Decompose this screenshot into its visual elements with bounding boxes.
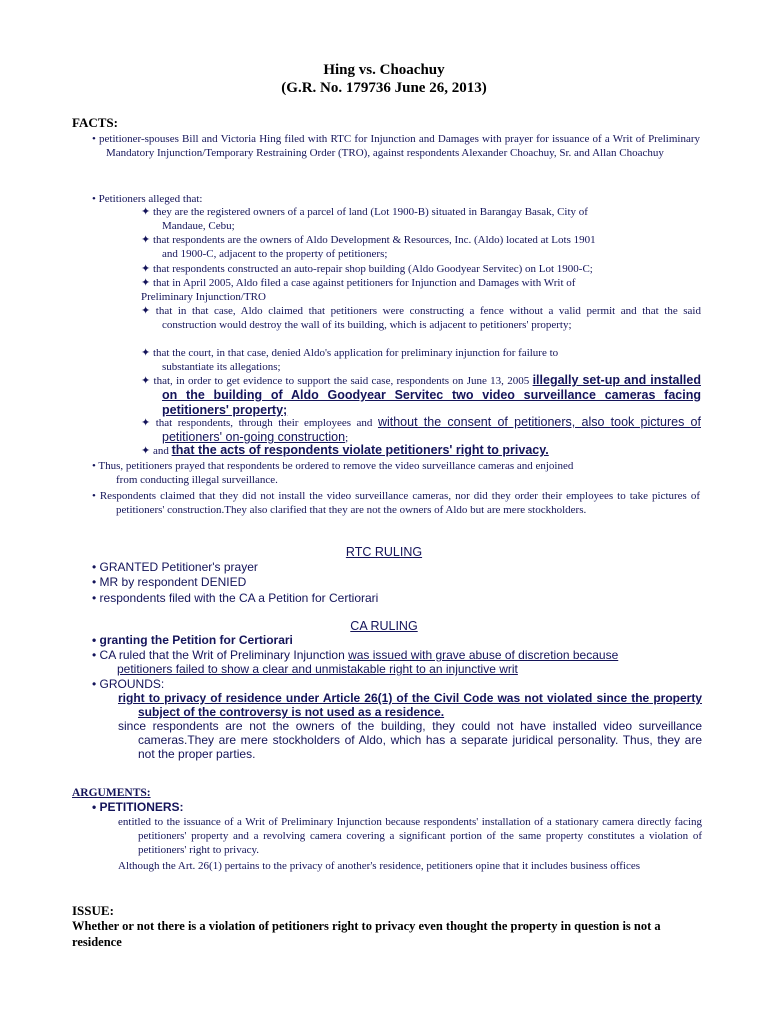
ca-ground-1 <box>118 691 702 719</box>
argument-2 <box>118 859 702 873</box>
facts-thus-line-2: from conducting illegal surveillance. <box>116 474 278 486</box>
argument-1-text: entitled to the issuance of a Writ of Preliminary Injunction because respondents' installation of a stationary camera directly facing petitioners' property and a revolving camera covering a significant portion of the same property constitutes a violation of petitioners' right to privacy. <box>118 816 702 856</box>
facts-heading: FACTS: <box>72 115 118 130</box>
allegation-2-line-1: ✦ that respondents are the owners of Aldo Development & Resources, Inc. (Aldo) located at Lots 1901 <box>141 234 596 246</box>
allegation-8-pre: ✦ that respondents, through their employees and <box>141 417 378 429</box>
allegation-4 <box>141 276 701 304</box>
facts-paragraph-1 <box>92 132 700 160</box>
allegation-4-line-1: ✦ that in April 2005, Aldo filed a case against petitioners for Injunction and Damages with Writ of <box>141 277 576 289</box>
facts-thus-line-1: • Thus, petitioners prayed that respondents be ordered to remove the video surveillance cameras and enjoined <box>92 460 574 472</box>
allegation-8-post: ; <box>345 432 349 444</box>
allegation-1-line-1: ✦ they are the registered owners of a parcel of land (Lot 1900-B) situated in Barangay Basak, City of <box>141 206 588 218</box>
allegation-7-pre: ✦ that, in order to get evidence to support the said case, respondents on June 13, 2005 <box>141 375 533 387</box>
ca-ruling-heading: CA RULING <box>350 619 418 633</box>
facts-alleged: • Petitioners alleged that: <box>92 193 203 205</box>
ca-item-2-pre: • CA ruled that the Writ of Preliminary Injunction <box>92 648 349 662</box>
facts-p1-text: • petitioner-spouses Bill and Victoria Hing filed with RTC for Injunction and Damages with prayer for issuance of a Writ of Preliminary Mandatory Injunction/Temporary Restraining Order (TRO), against respondents Alexander Choachuy, Sr. and Allan Choachuy <box>92 133 700 159</box>
ca-ground-2-text: since respondents are not the owners of the building, they could not have installed video surveillance cameras.They are mere stockholders of Aldo, which has a separate juridical personality. Thus, they are not the proper parties. <box>118 719 702 761</box>
allegation-8-highlight: without the consent of petitioners, also took pictures of petitioners' on-going construction <box>162 415 701 444</box>
rtc-item-3: • respondents filed with the CA a Petition for Certiorari <box>92 591 379 605</box>
allegation-7 <box>141 373 701 418</box>
allegation-9 <box>141 443 701 458</box>
facts-respondents-text: • Respondents claimed that they did not install the video surveillance cameras, nor did they order their employees to take pictures of petitioners' construction.They also clarified that they are not the owners of Aldo but are mere stockholders. <box>92 490 700 516</box>
argument-2-text: Although the Art. 26(1) pertains to the privacy of another's residence, petitioners opine that it includes business offices <box>118 860 641 872</box>
allegation-1-line-2: Mandaue, Cebu; <box>162 220 235 232</box>
case-citation: (G.R. No. 179736 June 26, 2013) <box>281 80 487 96</box>
ca-ground-1-text: right to privacy of residence under Article 26(1) of the Civil Code was not violated since the property subject of the controversy is not used as a residence. <box>118 691 702 719</box>
argument-1 <box>118 815 702 857</box>
allegation-5 <box>141 304 701 332</box>
allegation-6-line-1: ✦ that the court, in that case, denied Aldo's application for preliminary injunction for failure to <box>141 347 559 359</box>
allegation-3: ✦ that respondents constructed an auto-repair shop building (Aldo Goodyear Servitec) on Lot 1900-C; <box>141 263 593 275</box>
allegation-2 <box>141 233 701 261</box>
arguments-petitioners: • PETITIONERS: <box>92 800 184 814</box>
ca-ground-2 <box>118 719 702 761</box>
ca-item-3: • GROUNDS: <box>92 677 165 691</box>
ca-item-2 <box>92 648 702 676</box>
arguments-heading: ARGUMENTS: <box>72 787 151 799</box>
allegation-9-pre: ✦ and <box>141 445 172 457</box>
allegation-7-highlight: illegally set-up and installed on the building of Aldo Goodyear Servitec two video surveillance cameras facing petitioners' property; <box>162 373 701 417</box>
rtc-ruling-heading: RTC RULING <box>345 545 423 559</box>
ca-item-2-highlight-2: petitioners failed to show a clear and unmistakable right to an injunctive writ <box>117 662 518 676</box>
facts-thus <box>92 459 702 487</box>
allegation-6-line-2: substantiate its allegations; <box>162 361 281 373</box>
allegation-8 <box>141 415 701 445</box>
issue-heading: ISSUE: <box>72 903 114 918</box>
case-title: Hing vs. Choachuy <box>323 62 445 78</box>
facts-respondents <box>92 489 700 517</box>
ca-item-1: • granting the Petition for Certiorari <box>92 633 293 647</box>
allegation-1 <box>141 205 701 233</box>
allegation-5-text: ✦ that in that case, Aldo claimed that petitioners were constructing a fence without a valid permit and that the said construction would destroy the wall of its building, which is adjacent to petitioners' property; <box>141 305 701 331</box>
allegation-4-line-2: Preliminary Injunction/TRO <box>141 291 266 303</box>
allegation-6 <box>141 346 701 374</box>
allegation-2-line-2: and 1900-C, adjacent to the property of petitioners; <box>162 248 388 260</box>
rtc-item-2: • MR by respondent DENIED <box>92 575 247 589</box>
allegation-9-highlight: that the acts of respondents violate petitioners' right to privacy. <box>171 443 549 457</box>
ca-item-2-highlight: was issued with grave abuse of discretion because <box>348 648 619 662</box>
rtc-item-1: • GRANTED Petitioner's prayer <box>92 560 258 574</box>
issue-text: Whether or not there is a violation of petitioners right to privacy even thought the property in question is not a residence <box>72 919 661 949</box>
